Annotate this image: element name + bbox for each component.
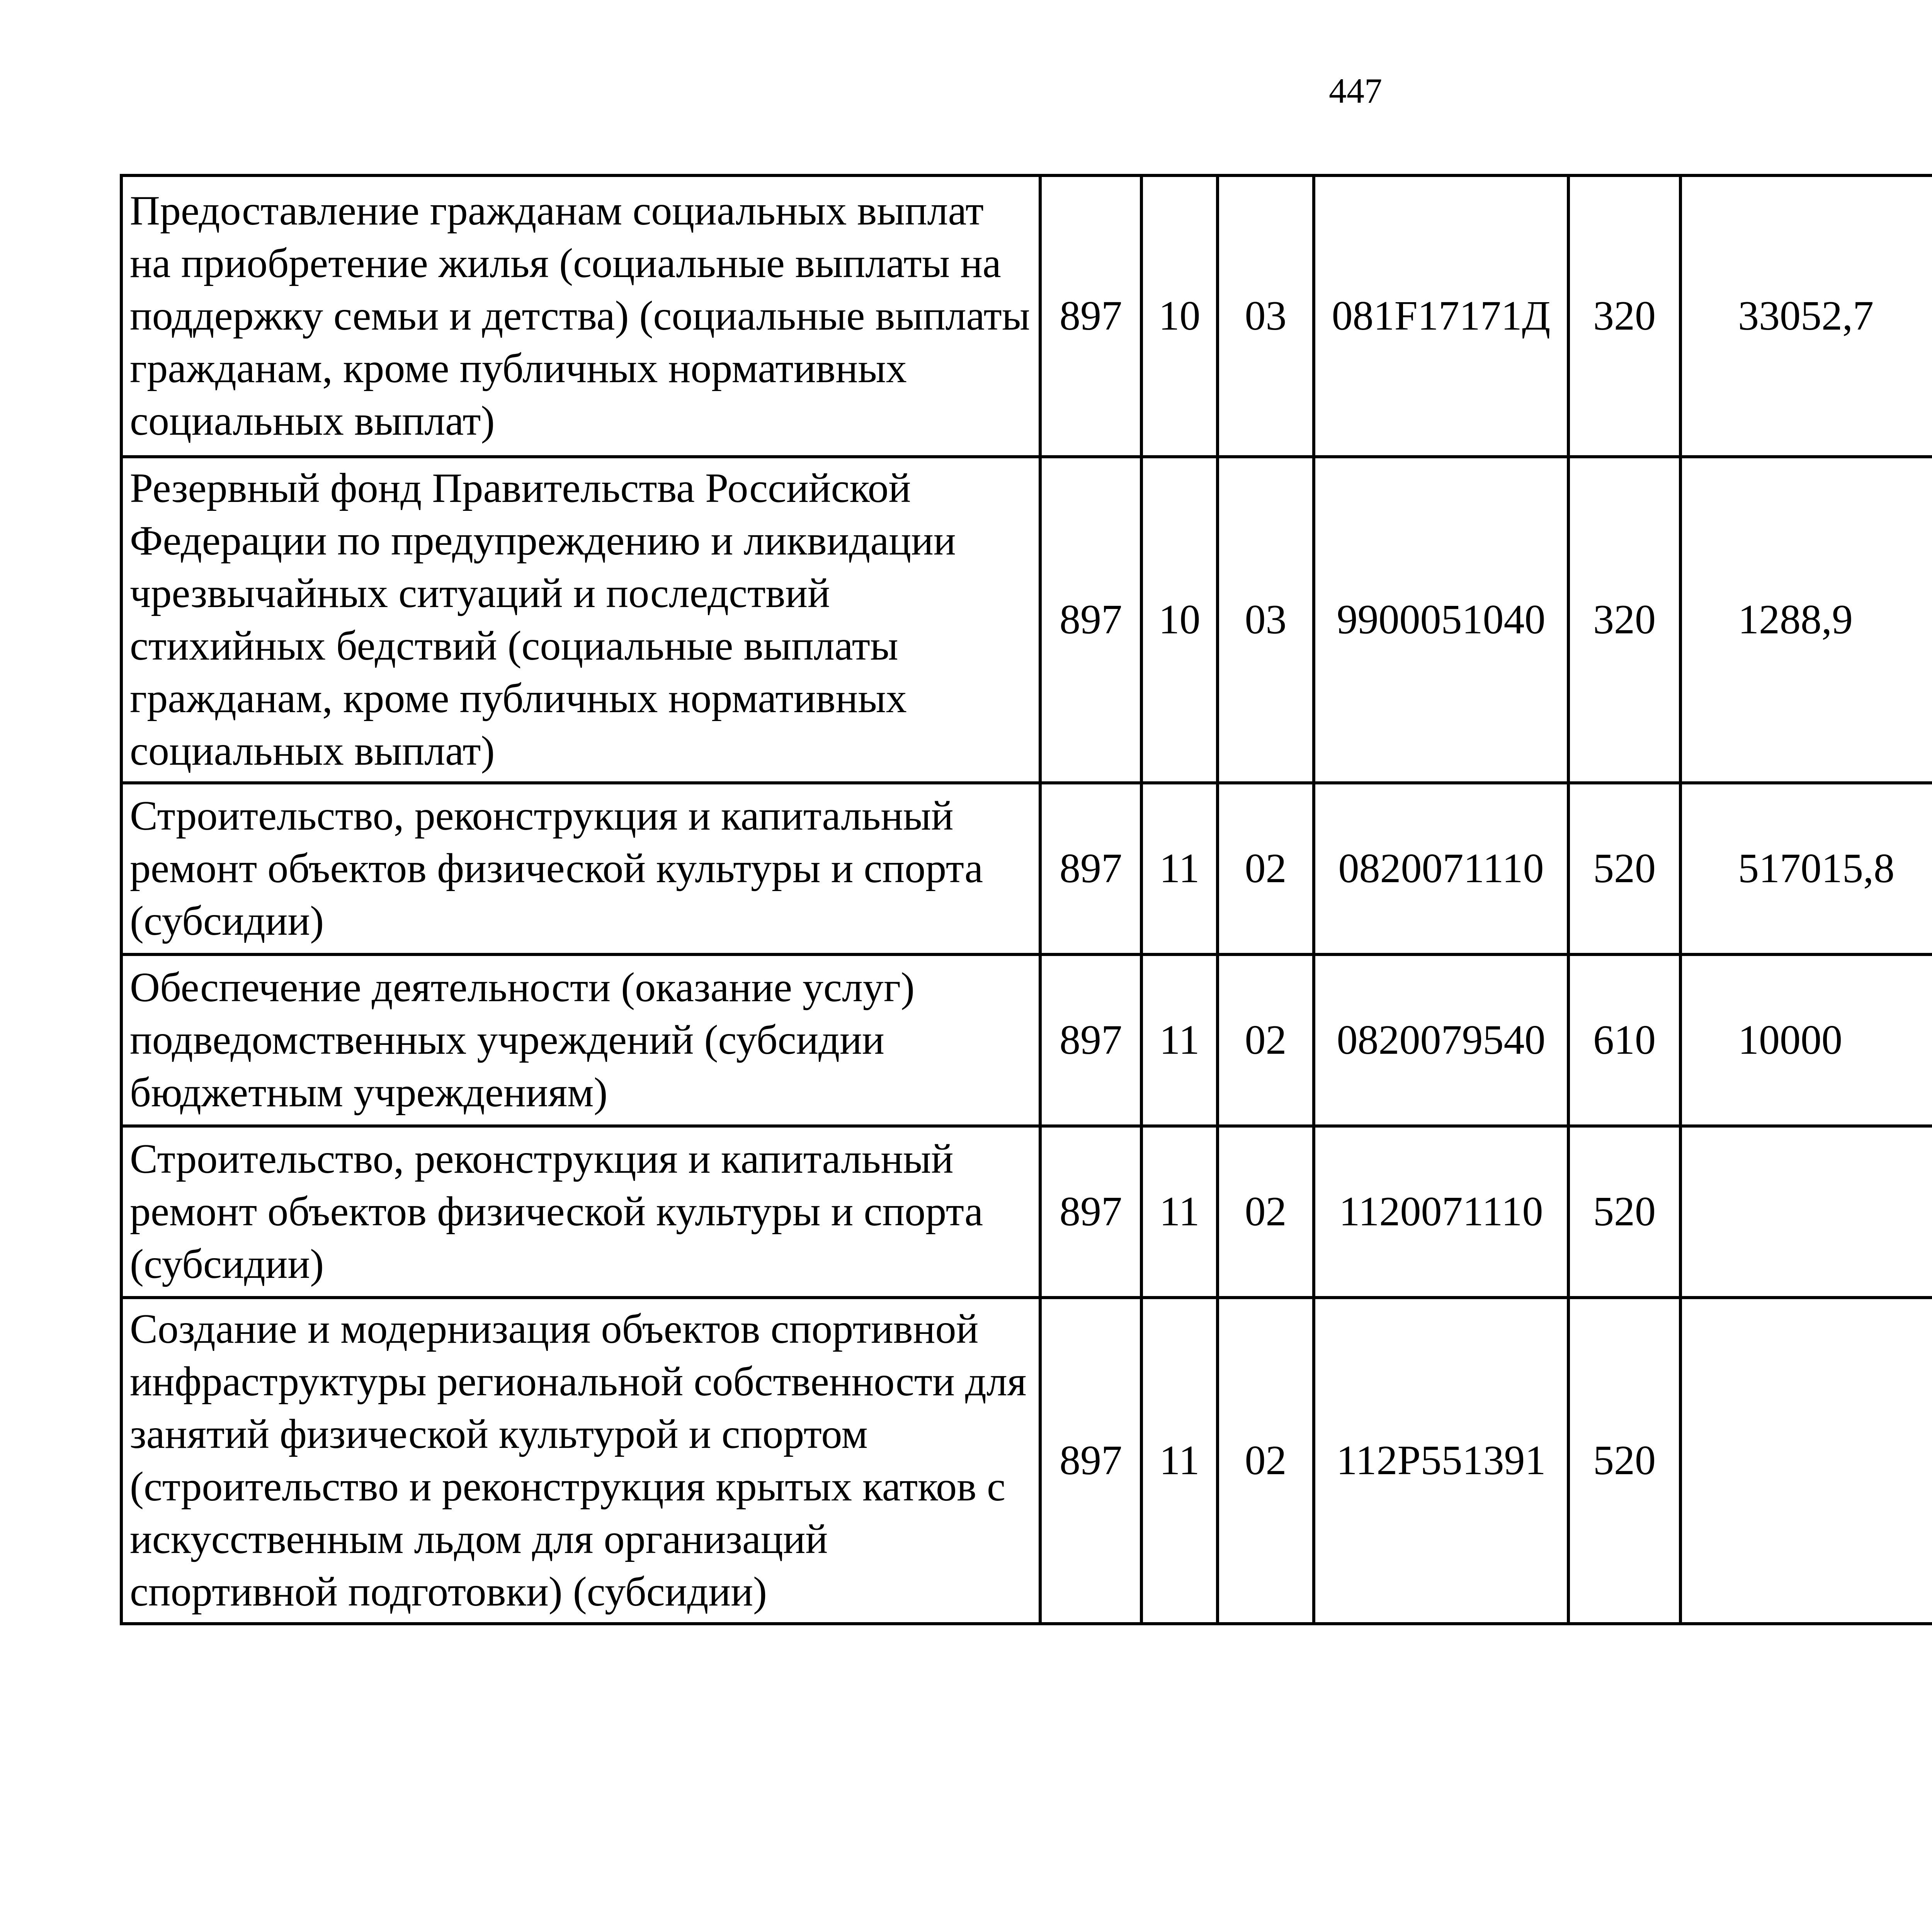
expense-type-code: 520 <box>1568 783 1680 954</box>
page-number: 447 <box>1329 71 1382 111</box>
row-description: Строительство, реконструкция и капитальный ремонт объектов физической культуры и спорта (субсидии) <box>121 1126 1040 1298</box>
subsection-code: 02 <box>1218 1126 1314 1298</box>
row-description: Обеспечение деятельности (оказание услуг) подведомственных учреждений (субсидии бюджетным учреждениям) <box>121 954 1040 1126</box>
expense-type-code: 610 <box>1568 954 1680 1126</box>
expense-type-code: 320 <box>1568 457 1680 783</box>
subsection-code: 02 <box>1218 954 1314 1126</box>
target-article-code: 081F17171Д <box>1314 175 1568 457</box>
subsection-code: 03 <box>1218 457 1314 783</box>
section-code: 10 <box>1141 175 1218 457</box>
row-description: Резервный фонд Правительства Российской Федерации по предупреждению и ликвидации чрезвычайных ситуаций и последствий стихийных бедствий (социальные выплаты гражданам, кроме публичных нормативных социальных выплат) <box>121 457 1040 783</box>
section-code: 11 <box>1141 954 1218 1126</box>
section-code: 11 <box>1141 783 1218 954</box>
subsection-code: 03 <box>1218 175 1314 457</box>
ministry-code: 897 <box>1040 457 1141 783</box>
amount-year-1: 1288,9 <box>1680 457 1932 783</box>
table-row <box>121 1298 1932 1624</box>
target-article-code: 0820079540 <box>1314 954 1568 1126</box>
table-row <box>121 783 1932 954</box>
target-article-code: 112P551391 <box>1314 1298 1568 1624</box>
ministry-code: 897 <box>1040 954 1141 1126</box>
target-article-code: 1120071110 <box>1314 1126 1568 1298</box>
table-row <box>121 175 1932 457</box>
subsection-code: 02 <box>1218 783 1314 954</box>
row-description: Создание и модернизация объектов спортивной инфраструктуры региональной собственности для занятий физической культурой и спортом (строительство и реконструкция крытых катков с искусственным льдом для организаций спортивной подготовки) (субсидии) <box>121 1298 1040 1624</box>
section-code: 11 <box>1141 1126 1218 1298</box>
expense-type-code: 520 <box>1568 1298 1680 1624</box>
target-article-code: 0820071110 <box>1314 783 1568 954</box>
ministry-code: 897 <box>1040 1126 1141 1298</box>
amount-year-1: 33052,7 <box>1680 175 1932 457</box>
row-description: Предоставление гражданам социальных выплат на приобретение жилья (социальные выплаты на поддержку семьи и детства) (социальные выплаты гражданам, кроме публичных нормативных социальных выплат) <box>121 175 1040 457</box>
table-row <box>121 954 1932 1126</box>
ministry-code: 897 <box>1040 783 1141 954</box>
subsection-code: 02 <box>1218 1298 1314 1624</box>
amount-year-1: 10000 <box>1680 954 1932 1126</box>
amount-year-1 <box>1680 1126 1932 1298</box>
table-row <box>121 457 1932 783</box>
target-article-code: 9900051040 <box>1314 457 1568 783</box>
expense-type-code: 520 <box>1568 1126 1680 1298</box>
ministry-code: 897 <box>1040 1298 1141 1624</box>
amount-year-1 <box>1680 1298 1932 1624</box>
budget-table <box>120 174 1932 1625</box>
ministry-code: 897 <box>1040 175 1141 457</box>
row-description: Строительство, реконструкция и капитальный ремонт объектов физической культуры и спорта (субсидии) <box>121 783 1040 954</box>
amount-year-1: 517015,8 <box>1680 783 1932 954</box>
section-code: 11 <box>1141 1298 1218 1624</box>
table-row <box>121 1126 1932 1298</box>
expense-type-code: 320 <box>1568 175 1680 457</box>
section-code: 10 <box>1141 457 1218 783</box>
